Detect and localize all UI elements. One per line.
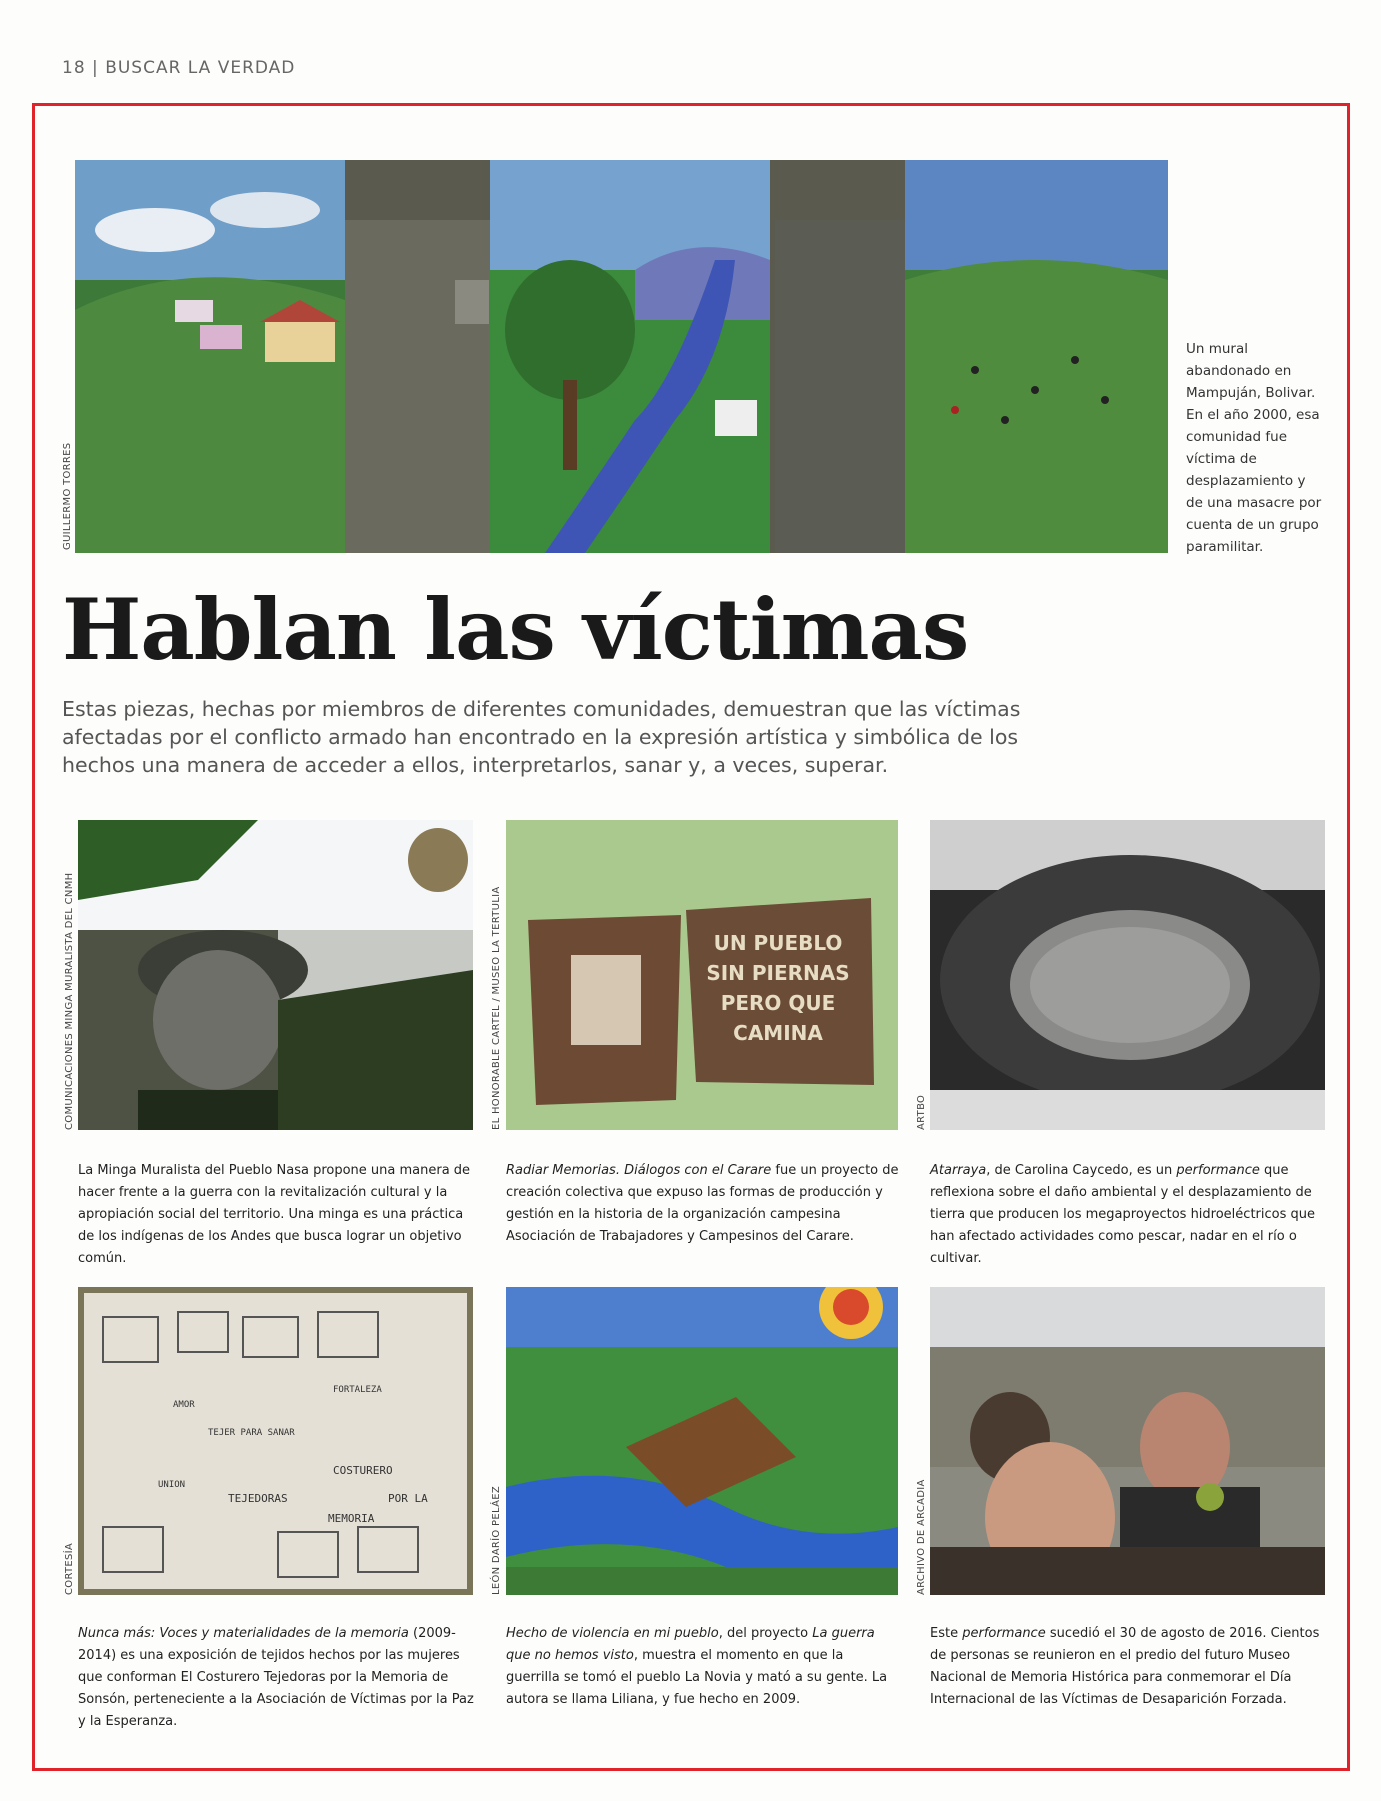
photo5-credit: LEÓN DARÍO PELÁEZ xyxy=(491,1486,502,1595)
bark-art-text: UN PUEBLO xyxy=(713,931,843,955)
photo-nunca-mas xyxy=(78,1287,473,1595)
hero-caption: Un mural abandonado en Mampuján, Bolivar. En el año 2000, esa comunidad fue víctima de desplazamiento y de una masacre por cuenta de un grupo paramilitar. xyxy=(1186,341,1322,555)
photo2-credit: EL HONORABLE CARTEL / MUSEO LA TERTULIA xyxy=(491,886,502,1130)
mural-portrait-illustration xyxy=(78,820,473,1130)
photo5-caption-text: , muestra el momento en que la guerrilla se tomó el pueblo La Novia y mató a su gente. La autora se llama Liliana, y fue hecho en 2009. xyxy=(506,1648,888,1707)
photo6-caption-term: performance xyxy=(962,1626,1046,1641)
photo6-caption xyxy=(930,1623,1325,1711)
photo2-caption-text: fue un proyecto de creación colectiva que expuso las formas de producción y gestión en la historia de la organización campesina Asociación de Trabajadores y Campesinos del Carare. xyxy=(506,1163,899,1244)
quilt-label: MEMORIA xyxy=(328,1512,375,1525)
page-header xyxy=(62,58,295,78)
quilt-label: UNION xyxy=(158,1480,186,1490)
village-painting-illustration xyxy=(506,1287,898,1595)
mural-illustration xyxy=(75,160,1168,553)
photo6-caption-text: sucedió el 30 de agosto de 2016. Cientos de personas se reunieron en el predio del futuro Museo Nacional de Memoria Histórica para conmemorar el Día Internacional de las Víctimas de Desaparición Forzada. xyxy=(930,1626,1320,1707)
photo6-caption-pre: Este xyxy=(930,1626,963,1641)
quilt-illustration xyxy=(78,1287,473,1595)
photo-hecho-de-violencia xyxy=(506,1287,898,1595)
photo4-caption xyxy=(78,1623,478,1733)
quilt-label: COSTURERO xyxy=(333,1464,393,1477)
photo3-caption-term: performance xyxy=(1176,1163,1260,1178)
photo5-caption-mid: , del proyecto xyxy=(718,1626,813,1641)
photo5-caption-project: La guerra que no hemos visto xyxy=(506,1626,875,1663)
bark-art-text-3: PERO QUE xyxy=(720,991,836,1015)
article-intro: Estas piezas, hechas por miembros de diferentes comunidades, demuestran que las víctimas afectadas por el conflicto armado han encontrado en la expresión artística y simbólica de los hechos una manera de acceder a ellos, interpretarlos, sanar y, a veces, superar. xyxy=(62,697,1021,777)
quilt-label: TEJEDORAS xyxy=(228,1492,288,1505)
photo1-caption: La Minga Muralista del Pueblo Nasa propone una manera de hacer frente a la guerra con la revitalización cultural y la apropiación social del territorio. Una minga es una práctica de los indígenas de los Andes que busca lograr un objetivo común. xyxy=(78,1163,471,1266)
photo2-caption xyxy=(506,1160,901,1248)
bark-art-text-4: CAMINA xyxy=(733,1021,823,1045)
bark-art-text-2: SIN PIERNAS xyxy=(706,961,850,985)
header-divider: | xyxy=(92,58,106,78)
crowd-circle-illustration xyxy=(930,820,1325,1130)
photo4-credit: CORTESÍA xyxy=(64,1542,75,1595)
quilt-label: AMOR xyxy=(173,1400,195,1410)
page-number: 18 xyxy=(62,58,86,78)
photo4-caption-title: Nunca más: Voces y materialidades de la memoria xyxy=(78,1626,409,1641)
performance-illustration xyxy=(930,1287,1325,1595)
photo4-caption-text: (2009-2014) es una exposición de tejidos hechos por las mujeres que conforman El Costurero Tejedoras por la Memoria de Sonsón, perteneciente a la Asociación de Víctimas por la Paz y la Esperanza. xyxy=(78,1626,474,1729)
section-name: BUSCAR LA VERDAD xyxy=(105,58,296,78)
photo3-caption xyxy=(930,1160,1325,1270)
quilt-label: TEJER PARA SANAR xyxy=(208,1428,295,1438)
photo1-credit: COMUNICACIONES MINGA MURALISTA DEL CNMH xyxy=(64,872,75,1130)
photo-performance xyxy=(930,1287,1325,1595)
photo3-credit: ARTBO xyxy=(916,1094,927,1130)
photo3-caption-mid: , de Carolina Caycedo, es un xyxy=(986,1163,1177,1178)
photo-atarraya xyxy=(930,820,1325,1130)
photo-radiar-memorias xyxy=(506,820,898,1130)
article-title: Hablan las víctimas xyxy=(62,580,969,679)
quilt-label: FORTALEZA xyxy=(333,1385,382,1395)
bark-prints-illustration xyxy=(506,820,898,1130)
photo3-caption-text: que reflexiona sobre el daño ambiental y el desplazamiento de tierra que producen los megaproyectos hidroeléctricos que han afectado actividades como pescar, nadar en el río o cultivar. xyxy=(930,1163,1315,1266)
photo6-credit: ARCHIVO DE ARCADIA xyxy=(916,1479,927,1595)
hero-mural-photo xyxy=(75,160,1168,553)
photo3-caption-title: Atarraya xyxy=(930,1163,987,1178)
hero-photo-credit: GUILLERMO TORRES xyxy=(62,442,73,550)
photo2-caption-title: Radiar Memorias. Diálogos con el Carare xyxy=(506,1163,772,1178)
photo-minga-muralista xyxy=(78,820,473,1130)
photo5-caption xyxy=(506,1623,901,1711)
quilt-label: POR LA xyxy=(388,1492,428,1505)
photo5-caption-title: Hecho de violencia en mi pueblo xyxy=(506,1626,719,1641)
